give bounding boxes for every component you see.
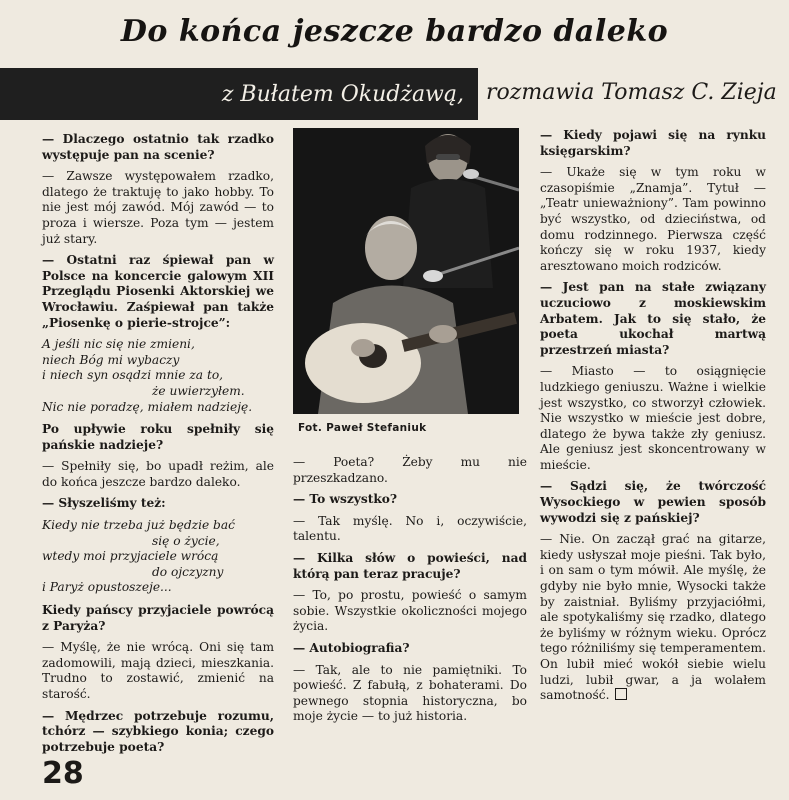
question: — Sądzi się, że twórczość Wysockiego w pewien sposób wywodzi się z pańskiej? <box>540 479 766 525</box>
byline-band <box>0 68 478 120</box>
poem-line: że uwierzyłem. <box>152 383 245 398</box>
answer: — Ukaże się w tym roku w czasopiśmie „Znamja”. Tytuł — „Teatr unieważniony”. Tam powinno być wszystko, od dzieciństwa, od domu rodzinnego. Pierwsza część kończy się w roku 1937, kiedy aresztowano moich rodziców. <box>540 165 766 273</box>
poem-line: wtedy moi przyjaciele wrócą <box>42 549 219 564</box>
question: — Kiedy pojawi się na rynku księgarskim? <box>540 128 766 158</box>
answer: — To, po prostu, powieść o samym sobie. Wszystkie okoliczności mojego życia. <box>293 588 527 634</box>
photo-illustration <box>293 128 519 414</box>
answer: — Tak, ale to nie pamiętniki. To powieść. Z fabułą, z bohaterami. Do pewnego stopnia historyczna, bo moje życie — to już historia. <box>293 662 527 724</box>
answer: — Spełniły się, bo upadł reżim, ale do końca jeszcze bardzo daleko. <box>42 459 274 489</box>
byline-author: rozmawia Tomasz C. Zieja <box>486 80 777 105</box>
end-mark-icon <box>615 688 627 700</box>
poem-line: do ojczyzny <box>152 564 224 579</box>
question: Po upływie roku spełniły się pańskie nadzieje? <box>42 422 274 452</box>
poem-line: A jeśli nic się nie zmieni, <box>42 337 195 352</box>
question: — Kilka słów o powieści, nad którą pan teraz pracuje? <box>293 550 527 581</box>
question: — Autobiografia? <box>293 640 410 655</box>
column-left <box>42 132 274 761</box>
answer: — Zawsze występowałem rzadko, dlatego że traktuję to jako hobby. To nie jest mój zawód. Mój zawód — to proza i wiersze. Poza tym — jestem już stary. <box>42 169 274 246</box>
question: — Ostatni raz śpiewał pan w Polsce na koncercie galowym XII Przeglądu Piosenki Aktorskiej we Wrocławiu. Zaśpiewał pan także „Piosenkę o pierie-strojce”: <box>42 253 274 330</box>
question: Kiedy pańscy przyjaciele powrócą z Paryża? <box>42 603 274 633</box>
poem-line: i Paryż opustoszeje... <box>42 580 172 595</box>
answer: — Poeta? Żeby mu nie przeszkadzano. <box>293 455 527 485</box>
poem-line: niech Bóg mi wybaczy <box>42 352 180 367</box>
poem-line: się o życie, <box>152 533 220 548</box>
byline-interviewee: z Bułatem Okudżawą, <box>221 82 464 107</box>
question: — Jest pan na stałe związany uczuciowo z moskiewskim Arbatem. Jak to się stało, że poeta ukochał martwą przestrzeń miasta? <box>540 280 766 357</box>
question: — Słyszeliśmy też: <box>42 496 166 511</box>
column-middle <box>293 455 527 731</box>
question: — To wszystko? <box>293 492 398 507</box>
column-right <box>540 128 766 710</box>
answer: — Nie. On zaczął grać na gitarze, kiedy usłyszał moje pieśni. Tak było, i on sam o tym mówił. Ale myślę, że gdyby nie było mnie, Wysocki także by zaistniał. Byliśmy przyjaciółmi, ale spotykaliśmy się rzadko, dlatego że byliśmy w różnym wieku. Oprócz tego różniliśmy się temperamentem. On lubił mieć wokół siebie wielu ludzi, lubił gwar, a ja wolałem samotność. <box>540 532 766 703</box>
poem-line: i niech syn osądzi mnie za to, <box>42 368 224 383</box>
poem-line: Kiedy nie trzeba już będzie bać <box>42 518 235 533</box>
song-quote <box>42 518 274 596</box>
page-number: 28 <box>42 756 84 791</box>
poem-line: Nic nie poradzę, miałem nadzieję. <box>42 399 253 414</box>
answer: — Myślę, że nie wrócą. Oni się tam zadomowili, mają dzieci, mieszkania. Trudno to zostawić, zmienić na starość. <box>42 640 274 701</box>
answer-final <box>540 532 766 704</box>
answer: — Tak myślę. No i, oczywiście, talentu. <box>293 513 527 544</box>
question: — Dlaczego ostatnio tak rzadko występuje pan na scenie? <box>42 132 274 162</box>
song-quote <box>42 337 274 415</box>
concert-photo <box>293 128 519 414</box>
question: — Mędrzec potrzebuje rozumu, tchórz — szybkiego konia; czego potrzebuje poeta? <box>42 708 274 754</box>
article-title: Do końca jeszcze bardzo daleko <box>120 14 669 49</box>
answer: — Miasto — to osiągnięcie ludzkiego geniuszu. Ważne i wielkie jest wszystko, co stworzył człowiek. Nie wszystko w mieście jest dobre, dlatego że bywa także zły geniusz. Ale geniusz jest skoncentrowany w mieście. <box>540 364 766 472</box>
photo-caption: Fot. Paweł Stefaniuk <box>298 422 427 434</box>
